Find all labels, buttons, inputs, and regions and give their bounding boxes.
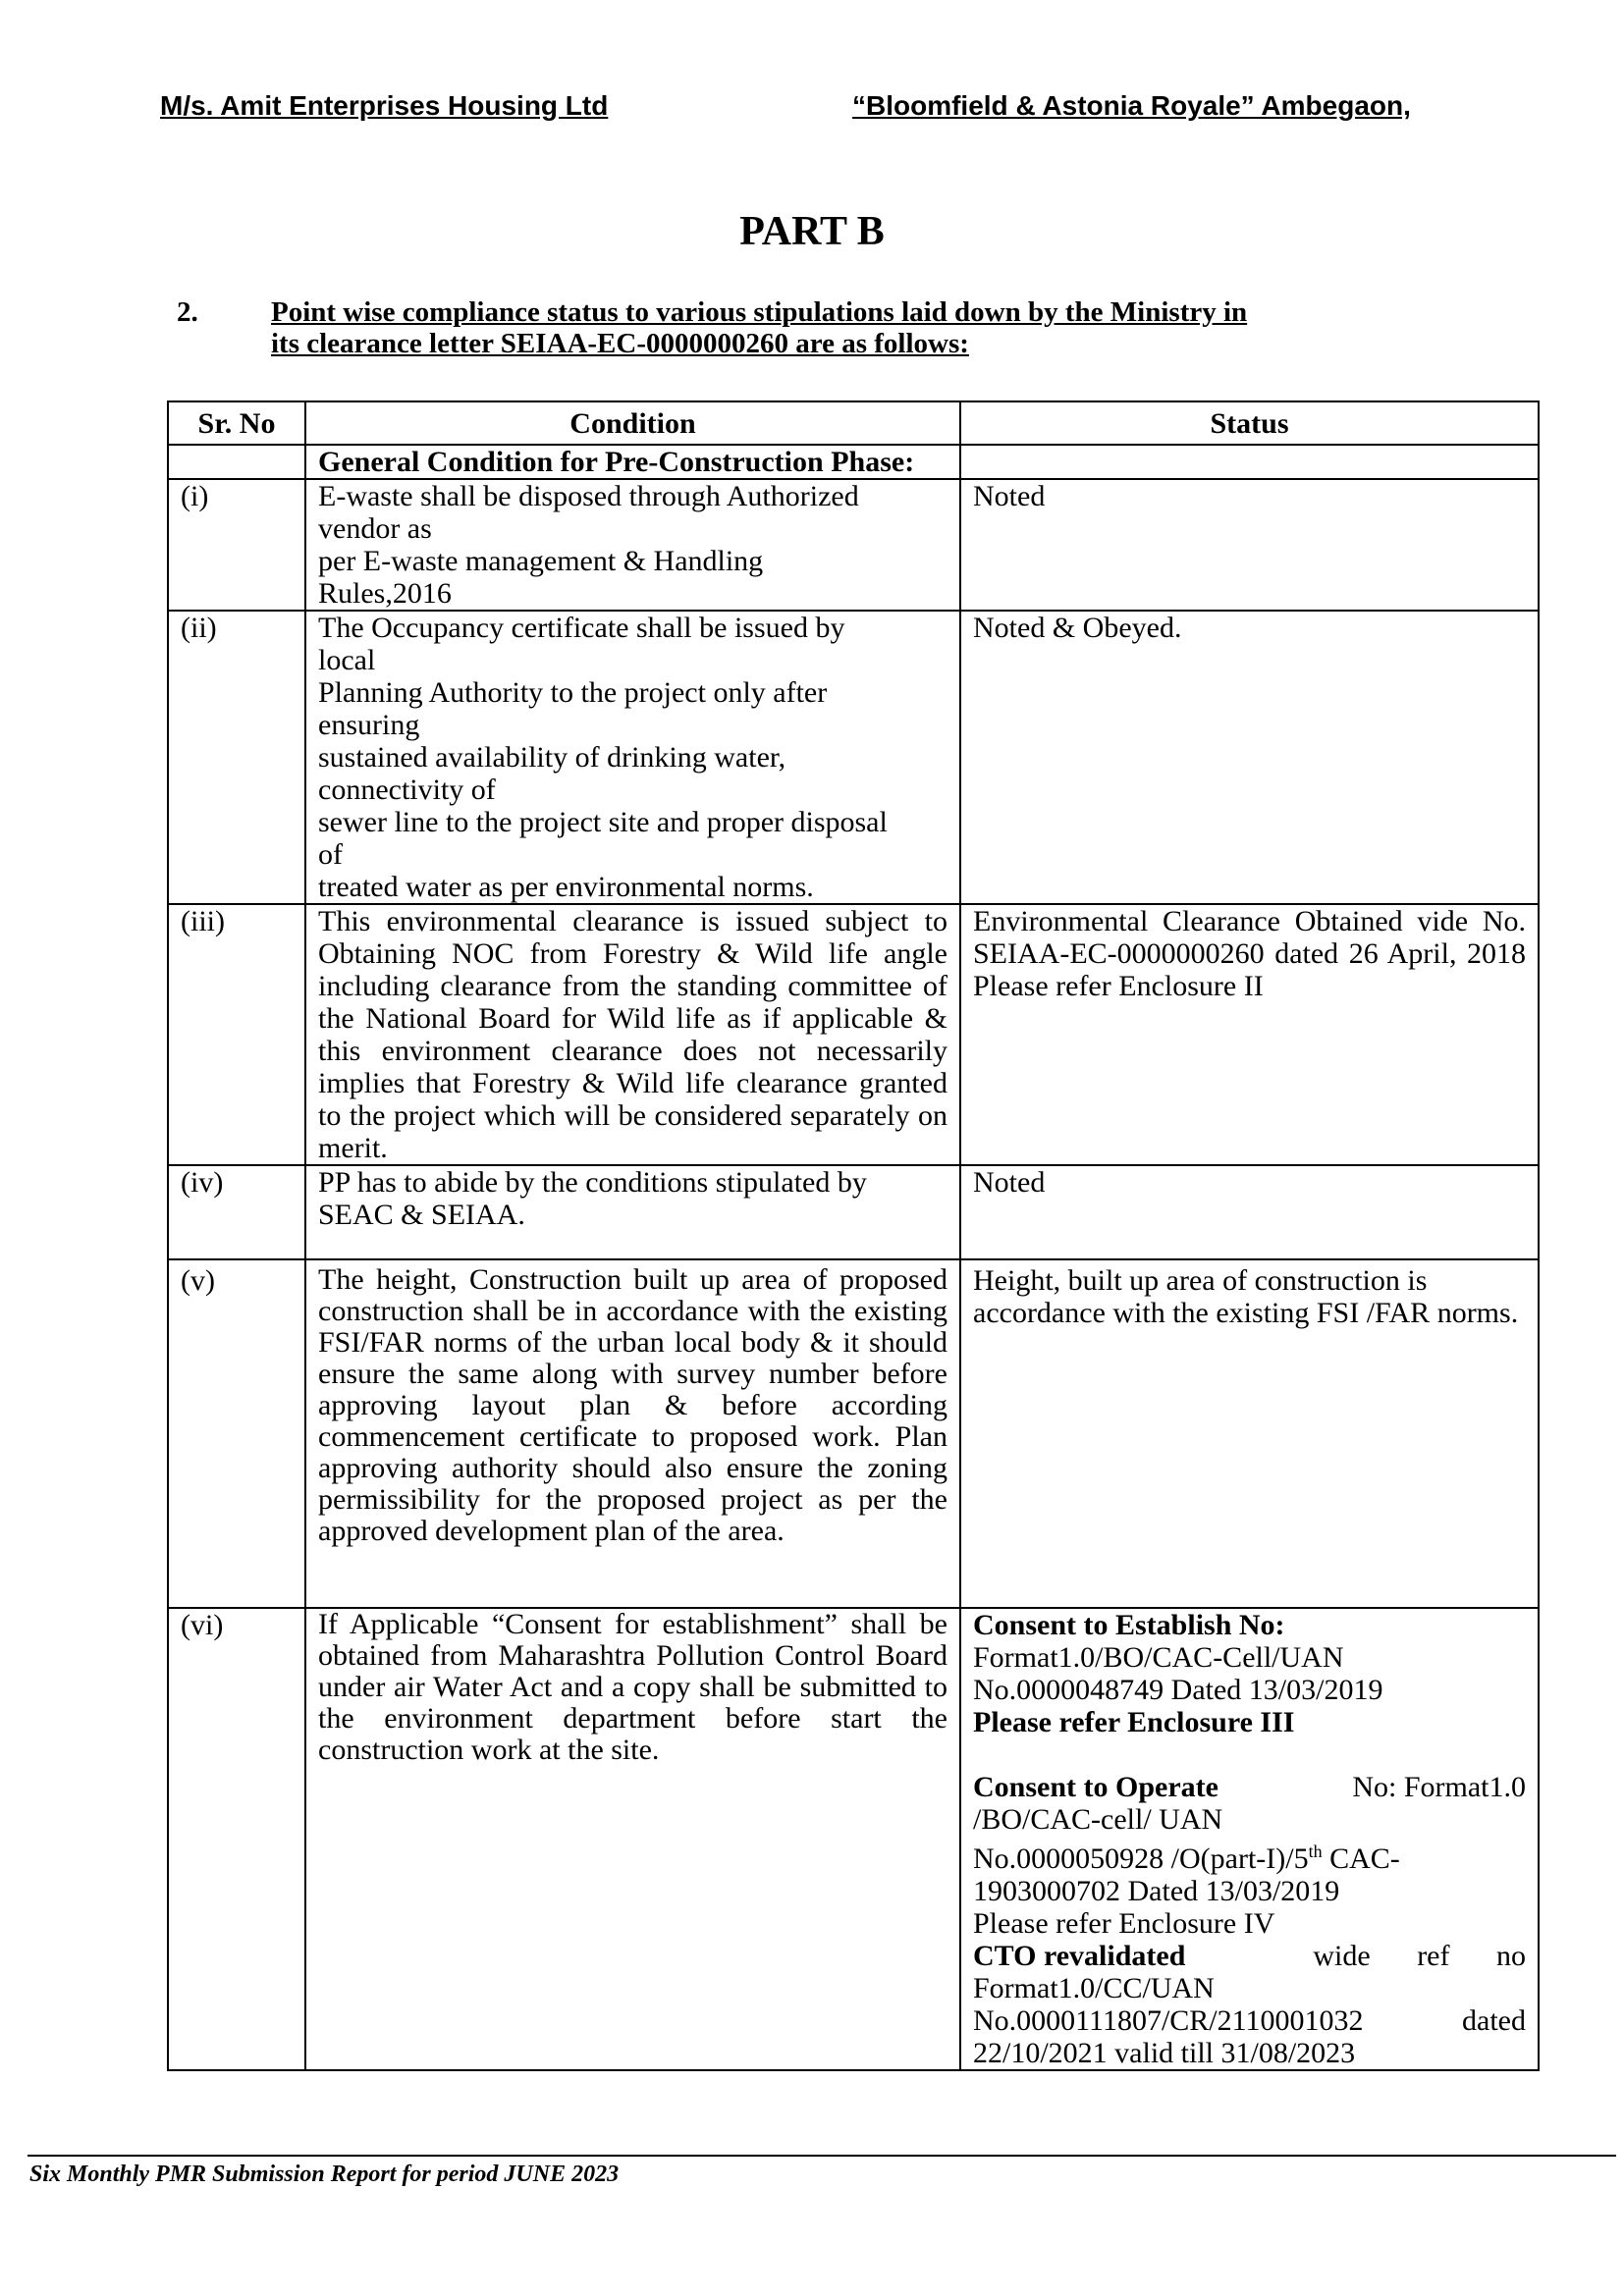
status-cell	[960, 1608, 1539, 2070]
condition-line: Rules,2016	[318, 577, 452, 610]
revalidation-number: No.0000111807/CR/2110001032	[973, 2004, 1364, 2037]
condition-line: The Occupancy certificate shall be issued by	[318, 612, 845, 644]
status-cell: Environmental Clearance Obtained vide No. SEIAA-EC-0000000260 dated 26 April, 2018 Please refer Enclosure II	[960, 904, 1539, 1165]
cto-line-part: CAC-	[1322, 1842, 1400, 1875]
condition-cell	[305, 479, 960, 611]
empty-cell	[960, 445, 1539, 479]
revalidation-line: Format1.0/CC/UAN	[973, 1972, 1215, 2004]
condition-cell: If Applicable “Consent for establishment” shall be obtained from Maharashtra Pollution Control Board under air Water Act and a copy shall be submitted to the environment department before start the construction work at the site.	[305, 1608, 960, 2070]
cto-label: Consent to Operate	[973, 1771, 1218, 1803]
table-row	[168, 479, 1539, 611]
condition-line: connectivity of	[318, 774, 496, 806]
condition-line: ensuring	[318, 709, 420, 741]
condition-line: per E-waste management & Handling	[318, 545, 764, 577]
status-cell: Noted	[960, 479, 1539, 611]
table-row	[168, 1165, 1539, 1259]
cto-reference: Please refer Enclosure IV	[973, 1907, 1275, 1940]
sr-number: (ii)	[168, 611, 305, 904]
sr-number: (i)	[168, 479, 305, 611]
part-title: PART B	[739, 209, 885, 254]
section-title: Point wise compliance status to various stipulations laid down by the Ministry in its clearance letter SEIAA-EC-0000000260 are as follows:	[271, 296, 1248, 359]
table-row	[168, 1608, 1539, 2070]
table-row	[168, 904, 1539, 1165]
condition-line: vendor as	[318, 512, 432, 545]
revalidation-heading	[973, 1940, 1526, 1972]
condition-cell: This environmental clearance is issued subject to Obtaining NOC from Forestry & Wild life angle including clearance from the standing committee of the National Board for Wild life as if applicable & this environment clearance does not necessarily implies that Forestry & Wild life clearance granted to the project which will be considered separately on merit.	[305, 904, 960, 1165]
cte-label: Consent to Establish No:	[973, 1609, 1285, 1641]
status-cell: Noted & Obeyed.	[960, 611, 1539, 904]
empty-cell	[168, 445, 305, 479]
revalidation-dated: dated	[1462, 2004, 1526, 2037]
footer-text: Six Monthly PMR Submission Report for period JUNE 2023	[29, 2162, 620, 2187]
header-company: M/s. Amit Enterprises Housing Ltd	[160, 90, 609, 121]
sr-number: (iii)	[168, 904, 305, 1165]
table-header-row	[168, 401, 1539, 445]
column-header-status: Status	[960, 401, 1539, 445]
column-header-condition: Condition	[305, 401, 960, 445]
condition-cell	[305, 611, 960, 904]
cte-line: Format1.0/BO/CAC-Cell/UAN	[973, 1641, 1344, 1674]
cto-line-part: No.0000050928 /O(part-I)/5	[973, 1842, 1309, 1875]
header-project: “Bloomfield & Astonia Royale” Ambegaon,	[852, 90, 1411, 121]
condition-line: sewer line to the project site and proper disposal	[318, 806, 888, 838]
condition-line: Planning Authority to the project only after	[318, 676, 828, 709]
column-header-sr: Sr. No	[168, 401, 305, 445]
revalidation-label: CTO revalidated	[973, 1940, 1186, 1972]
section-number: 2.	[177, 296, 198, 328]
status-cell: Noted	[960, 1165, 1539, 1259]
condition-line: treated water as per environmental norms.	[318, 871, 814, 903]
table-row	[168, 611, 1539, 904]
superscript: th	[1308, 1842, 1323, 1861]
table-subheading-row	[168, 445, 1539, 479]
sr-number: (v)	[168, 1259, 305, 1608]
condition-line: local	[318, 644, 376, 676]
cto-line: 1903000702 Dated 13/03/2019	[973, 1875, 1340, 1907]
condition-cell: The height, Construction built up area of proposed construction shall be in accordance with the existing FSI/FAR norms of the urban local body & it should ensure the same along with survey number before approving layout plan & before according commencement certificate to proposed work. Plan approving authority should also ensure the zoning permissibility for the proposed project as per the approved development plan of the area.	[305, 1259, 960, 1608]
condition-line: of	[318, 838, 343, 871]
status-cell: Height, built up area of construction is accordance with the existing FSI /FAR norms.	[960, 1259, 1539, 1608]
compliance-table	[167, 400, 1540, 2071]
revalidation-ref: wide ref no	[1313, 1940, 1526, 1972]
sr-number: (iv)	[168, 1165, 305, 1259]
condition-cell: PP has to abide by the conditions stipulated by SEAC & SEIAA.	[305, 1165, 960, 1259]
revalidation-line: 22/10/2021 valid till 31/08/2023	[973, 2037, 1356, 2069]
footer-divider	[27, 2155, 1616, 2157]
condition-line: sustained availability of drinking water,	[318, 741, 786, 774]
subheading: General Condition for Pre-Construction Phase:	[305, 445, 960, 479]
table-row	[168, 1259, 1539, 1608]
cte-reference: Please refer Enclosure III	[973, 1706, 1295, 1738]
revalidation-line	[973, 2004, 1526, 2037]
cto-number: No: Format1.0	[1352, 1771, 1526, 1803]
condition-line: E-waste shall be disposed through Authorized	[318, 480, 859, 512]
cte-line: No.0000048749 Dated 13/03/2019	[973, 1674, 1383, 1706]
sr-number: (vi)	[168, 1608, 305, 2070]
cto-line: /BO/CAC-cell/ UAN	[973, 1803, 1223, 1836]
cto-heading	[973, 1771, 1526, 1803]
cto-line	[973, 1836, 1526, 1875]
